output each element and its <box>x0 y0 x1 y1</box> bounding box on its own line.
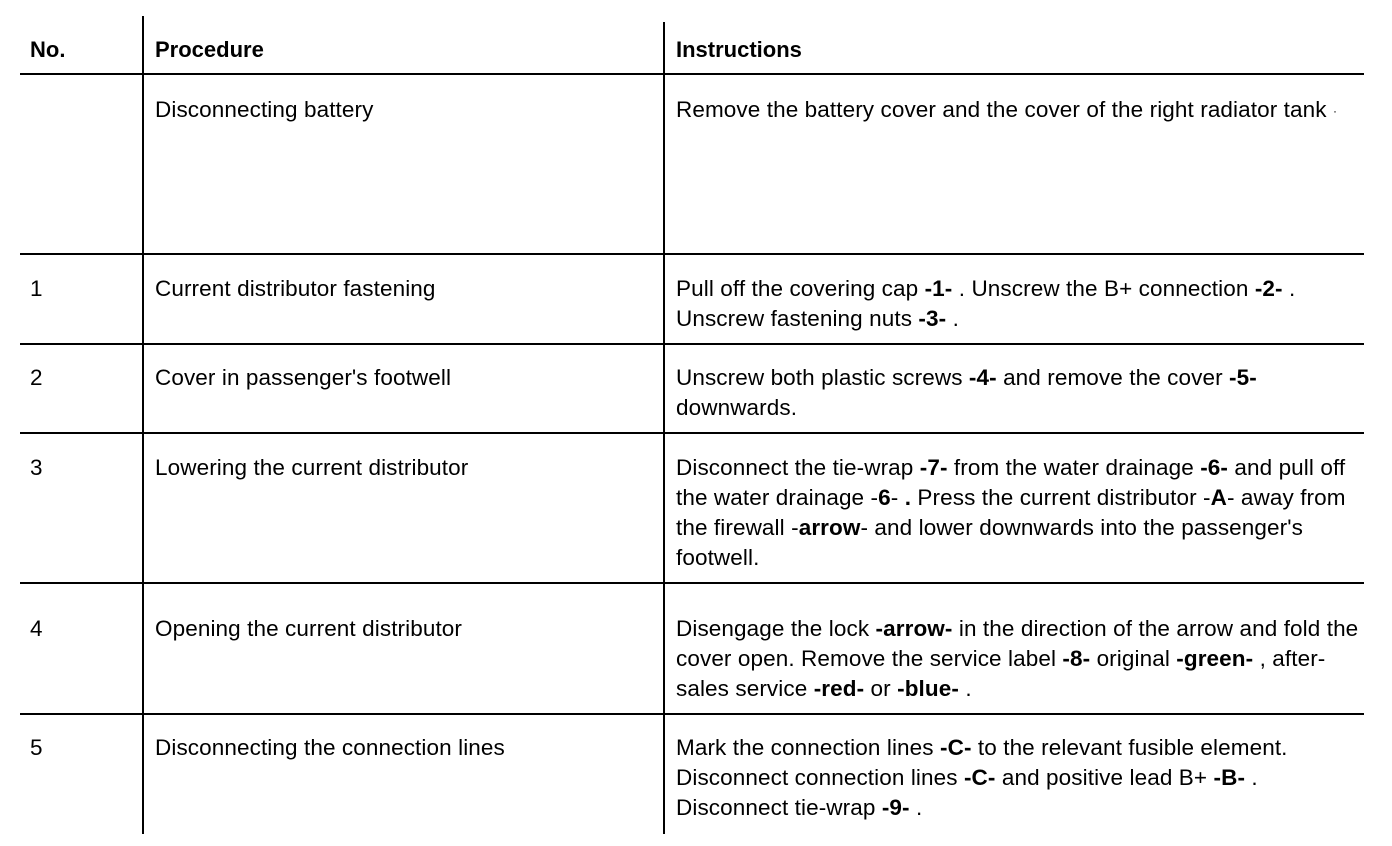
instruction-text: Press the current distributor - <box>911 485 1211 510</box>
row-instructions <box>676 614 1366 704</box>
instruction-text: Pull off the covering cap <box>676 276 925 301</box>
row-procedure: Current distributor fastening <box>155 276 436 301</box>
instruction-text: or <box>864 676 898 701</box>
bold-reference: -green- <box>1176 646 1254 671</box>
instruction-text: and pull off the water drainage - <box>676 455 1346 510</box>
instruction-text: in the direction of the arrow and fold the cover open. Remove the service label <box>676 616 1359 671</box>
bold-reference: -arrow- <box>875 616 953 641</box>
row-instructions <box>676 95 1366 126</box>
bold-reference: arrow <box>798 515 861 540</box>
row-divider <box>20 432 1364 434</box>
header-no: No. <box>30 37 66 62</box>
bold-reference: 6 <box>878 485 891 510</box>
row-number: 1 <box>30 276 43 301</box>
header-divider <box>20 73 1364 75</box>
bold-reference: -C- <box>963 765 996 790</box>
instruction-text: . Disconnect tie-wrap <box>676 765 1258 820</box>
instruction-text: - and lower downwards into the passenger's footwell. <box>676 515 1303 570</box>
instruction-text: Remove the battery cover and the cover of the right radiator tank <box>676 97 1333 122</box>
row-instructions <box>676 274 1366 334</box>
instruction-text: downwards. <box>676 395 798 420</box>
bold-reference: -6- <box>1200 455 1229 480</box>
row-instructions <box>676 453 1366 573</box>
bold-reference: -blue- <box>897 676 959 701</box>
instruction-text: to the relevant fusible element. Disconnect connection lines <box>676 735 1288 790</box>
instruction-text: and positive lead B+ <box>995 765 1214 790</box>
instruction-text: - <box>890 485 905 510</box>
instruction-text: and remove the cover <box>996 365 1230 390</box>
row-procedure: Disconnecting battery <box>155 97 374 122</box>
bold-reference: -3- <box>918 306 947 331</box>
bold-reference: -7- <box>919 455 948 480</box>
row-divider <box>20 253 1364 255</box>
bold-reference: -9- <box>881 795 910 820</box>
row-instructions <box>676 733 1366 823</box>
instruction-text: . <box>958 676 972 701</box>
bold-reference: -1- <box>924 276 953 301</box>
instruction-text: · <box>1332 104 1338 119</box>
instruction-text: Disengage the lock <box>676 616 876 641</box>
bold-reference: -5- <box>1229 365 1257 390</box>
instruction-text: . <box>946 306 959 331</box>
row-number: 4 <box>30 616 43 641</box>
instruction-text: Disconnect the tie-wrap <box>676 455 920 480</box>
row-divider <box>20 343 1364 345</box>
instruction-text: Mark the connection lines <box>676 735 940 760</box>
row-procedure: Opening the current distributor <box>155 616 463 641</box>
instruction-text: from the water drainage <box>947 455 1201 480</box>
bold-reference: -B- <box>1213 765 1246 790</box>
row-procedure: Disconnecting the connection lines <box>155 735 505 760</box>
row-procedure: Lowering the current distributor <box>155 455 469 480</box>
row-divider <box>20 582 1364 584</box>
header-instructions: Instructions <box>676 37 802 62</box>
row-procedure: Cover in passenger's footwell <box>155 365 452 390</box>
row-instructions <box>676 363 1366 423</box>
row-number: 3 <box>30 455 43 480</box>
bold-reference: -C- <box>940 735 972 760</box>
bold-reference: -2- <box>1254 276 1283 301</box>
instruction-text: original <box>1090 646 1177 671</box>
instruction-text: . Unscrew the B+ connection <box>952 276 1255 301</box>
bold-reference: A <box>1210 485 1227 510</box>
instruction-text: , after-sales service <box>676 646 1326 701</box>
bold-reference: -4- <box>968 365 997 390</box>
instruction-text: Unscrew both plastic screws <box>676 365 969 390</box>
row-number: 5 <box>30 735 43 760</box>
bold-reference: -8- <box>1062 646 1091 671</box>
header-procedure: Procedure <box>155 37 264 62</box>
instruction-text: . Unscrew fastening nuts <box>676 276 1296 331</box>
instruction-text: . <box>909 795 923 820</box>
row-number: 2 <box>30 365 43 390</box>
column-divider-1 <box>142 16 144 834</box>
instruction-text: - away from the firewall - <box>676 485 1346 540</box>
bold-reference: . <box>904 485 912 510</box>
row-divider <box>20 713 1364 715</box>
bold-reference: -red- <box>813 676 865 701</box>
